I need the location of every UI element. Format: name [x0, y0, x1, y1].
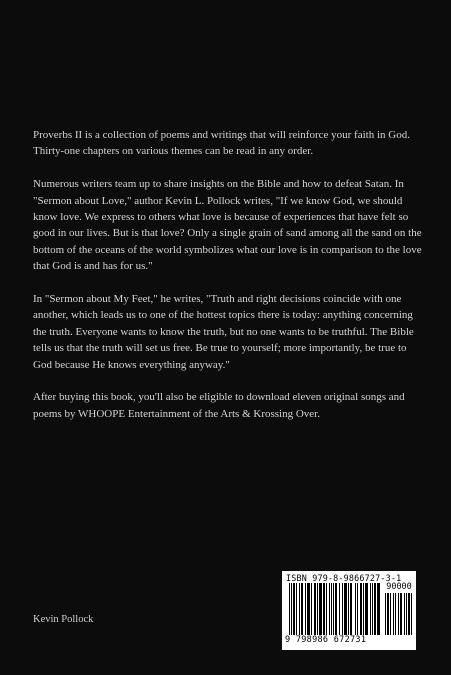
blurb-paragraph-1: Proverbs II is a collection of poems and writings that will reinforce your faith in God. Thirty-one chapters on various themes can be read in any order. — [33, 129, 410, 158]
isbn-barcode — [282, 571, 416, 650]
addon-code: 90000 — [386, 582, 412, 592]
blurb-paragraph-3: In "Sermon about My Feet," he writes, "Truth and right decisions coincide with one another, which leads us to one of the hottest topics there is today: anything concerning the truth. Everyone wants to know the truth, but no one wants to be truthful. The Bible tells us that the truth will set us free. Be true to yourself; more importantly, be true to God because He knows everything anyway." — [33, 293, 414, 371]
blurb-paragraph-2: Numerous writers team up to share insights on the Bible and how to defeat Satan. In "Sermon about Love," author Kevin L. Pollock writes, "If we know God, we should know love. We express to others what love is because of experiences that have felt so good in our lives. But is that love? Only a single grain of sand among all the sand on the bottom of the oceans of the world symbolizes what our love is in comparison to the love that God is and has for us." — [33, 178, 422, 273]
ean-barcode-bars — [289, 583, 381, 635]
isbn-label: ISBN 979-8-9866727-3-1 — [286, 573, 402, 583]
author-name: Kevin Pollock — [33, 614, 94, 625]
ean-digits: 9 798986 672731 — [285, 635, 367, 645]
blurb-text — [33, 127, 425, 439]
addon-barcode-bars — [385, 593, 413, 635]
blurb-paragraph-4: After buying this book, you'll also be eligible to download eleven original songs and poems by WHOOPE Entertainment of the Arts & Krossing Over. — [33, 391, 405, 420]
